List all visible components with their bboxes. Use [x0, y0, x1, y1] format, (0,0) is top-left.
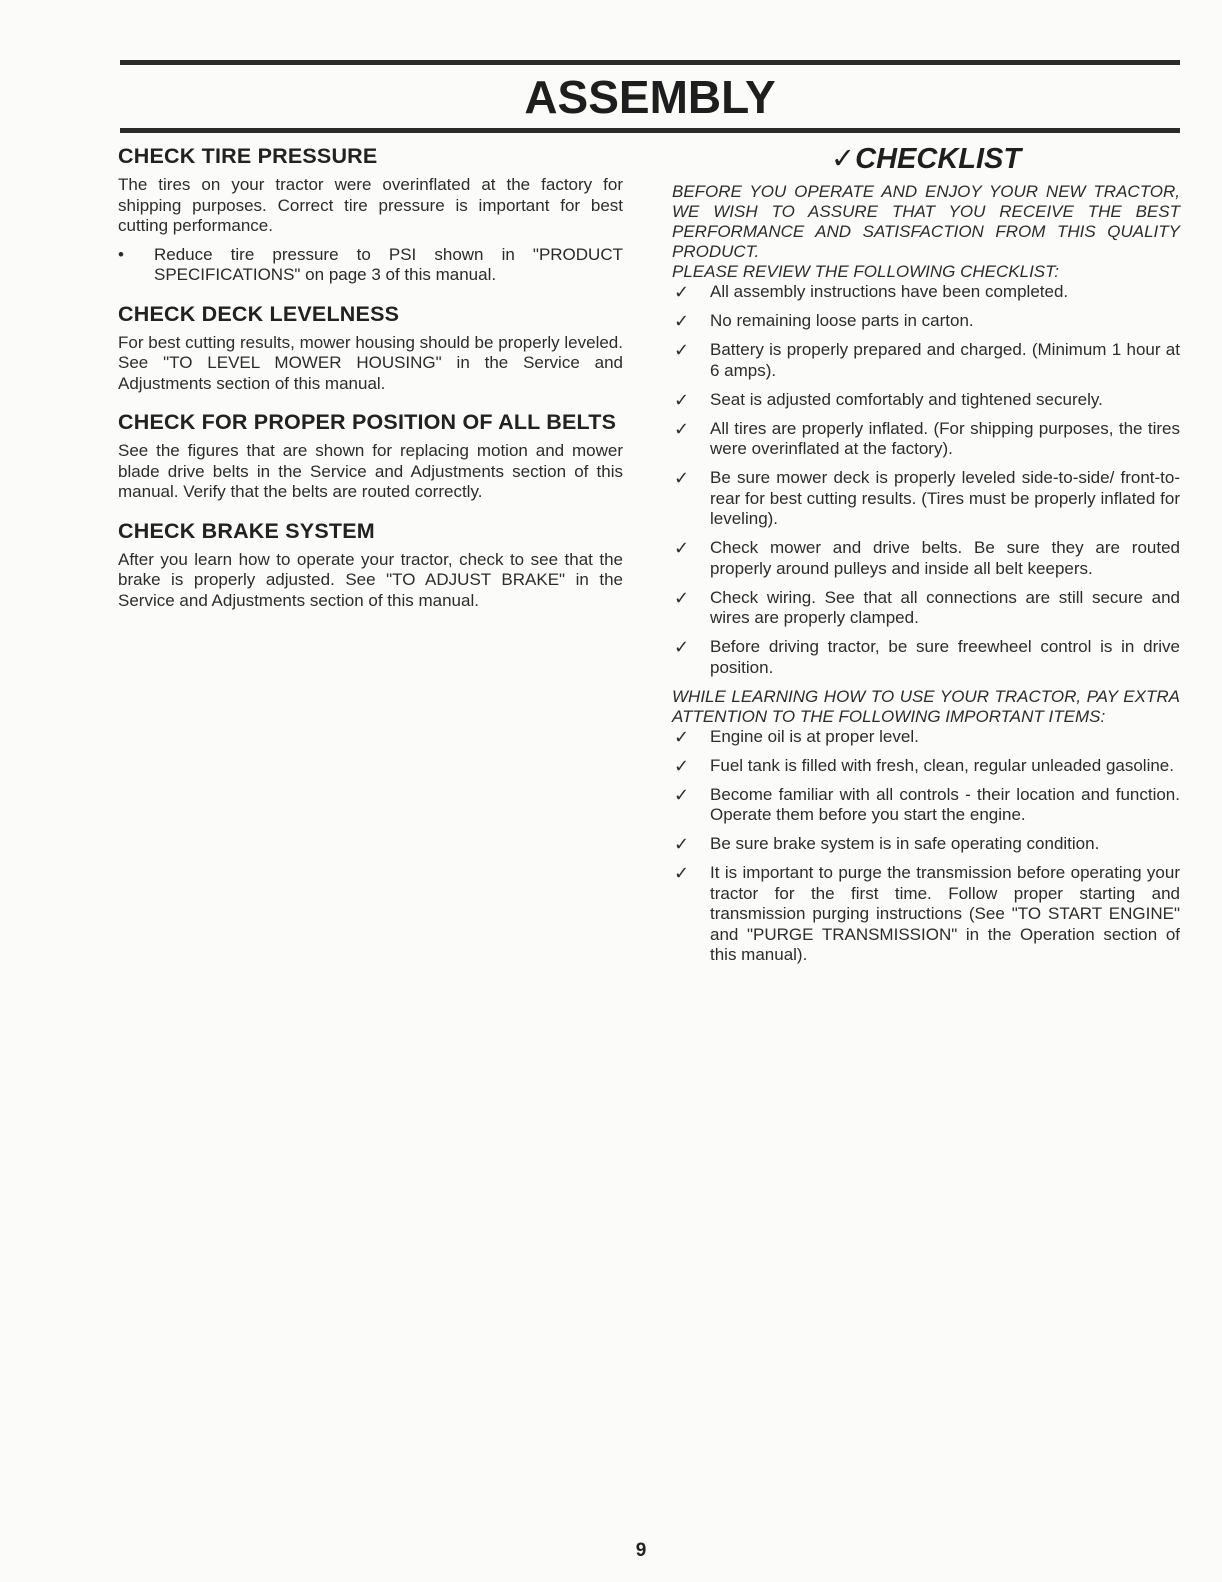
section-check-deck-levelness [118, 302, 623, 395]
bullet-text: Reduce tire pressure to PSI shown in "PRODUCT SPECIFICATIONS" on page 3 of this manual. [154, 244, 623, 284]
left-column [118, 144, 623, 627]
check-mark-icon: ✓ [674, 538, 690, 558]
important-items-list [672, 727, 1180, 966]
section-heading: CHECK BRAKE SYSTEM [118, 518, 375, 543]
checklist-intro: BEFORE YOU OPERATE AND ENJOY YOUR NEW TRACTOR, WE WISH TO ASSURE THAT YOU RECEIVE THE BEST PERFORMANCE AND SATISFACTION FROM THIS QUALITY PRODUCT. [672, 182, 1180, 261]
check-mark-icon: ✓ [674, 755, 690, 776]
checklist-item-text: Become familiar with all controls - their location and function. Operate them before you start the engine. [710, 784, 1180, 824]
title-bottom-rule [120, 128, 1180, 133]
section-body: After you learn how to operate your tractor, check to see that the brake is properly adjusted. See "TO ADJUST BRAKE" in the Service and Adjustments section of this manual. [118, 549, 623, 610]
checklist-item [672, 311, 1180, 332]
check-mark-icon: ✓ [674, 726, 690, 747]
checklist-title: ✓CHECKLIST [830, 143, 1022, 175]
checklist-item-text: Seat is adjusted comfortably and tightened securely. [710, 389, 1103, 409]
checklist-item [672, 756, 1180, 777]
checklist-item [672, 727, 1180, 748]
checklist-item [672, 588, 1180, 629]
checklist-item-text: All assembly instructions have been completed. [710, 282, 1069, 301]
check-mark-icon: ✓ [674, 311, 690, 331]
bullet-item [118, 245, 623, 286]
section-check-brake-system [118, 519, 623, 612]
section-body: See the figures that are shown for replacing motion and mower blade drive belts in the Service and Adjustments section of this manual. Verify that the belts are routed correctly. [118, 441, 623, 501]
top-rule [120, 60, 1180, 65]
section-body: The tires on your tractor were overinflated at the factory for shipping purposes. Correct tire pressure is important for best cutting performance. [118, 175, 623, 235]
checklist [672, 282, 1180, 678]
checklist-item [672, 637, 1180, 678]
checklist-item [672, 834, 1180, 855]
checklist-item [672, 282, 1180, 303]
checklist-item [672, 863, 1180, 966]
checklist-item [672, 340, 1180, 381]
check-mark-icon: ✓ [674, 637, 690, 657]
checklist-item [672, 419, 1180, 460]
checklist-item-text: It is important to purge the transmission before operating your tractor for the first time. Follow proper starting and transmission purging instructions (See "TO START ENGINE" and "PURGE TRANSMISSION" in the Operation section of this manual). [710, 863, 1180, 964]
section-check-belts [118, 410, 623, 503]
page-number: 9 [635, 1540, 647, 1561]
right-column [672, 142, 1180, 974]
checklist-item [672, 785, 1180, 826]
checklist-item-text: Engine oil is at proper level. [710, 726, 919, 746]
check-mark-icon: ✓ [674, 468, 690, 488]
check-mark-icon: ✓ [674, 834, 690, 854]
section-check-tire-pressure [118, 144, 623, 286]
check-mark-icon: ✓ [674, 863, 690, 883]
section-body: For best cutting results, mower housing should be properly leveled. See "TO LEVEL MOWER HOUSING" in the Service and Adjustments section of this manual. [118, 332, 623, 393]
checklist-item-text: Before driving tractor, be sure freewheel control is in drive position. [710, 637, 1180, 677]
section-heading: CHECK FOR PROPER POSITION OF ALL BELTS [118, 410, 617, 434]
while-learning-heading: WHILE LEARNING HOW TO USE YOUR TRACTOR, PAY EXTRA ATTENTION TO THE FOLLOWING IMPORTANT ITEMS: [672, 686, 1180, 726]
checklist-item-text: Be sure brake system is in safe operating condition. [710, 834, 1100, 853]
review-heading: PLEASE REVIEW THE FOLLOWING CHECKLIST: [672, 262, 1059, 281]
section-heading: CHECK TIRE PRESSURE [118, 144, 378, 168]
check-mark-icon: ✓ [674, 784, 690, 805]
check-mark-icon: ✓ [674, 340, 690, 360]
checklist-item [672, 538, 1180, 579]
checklist-item-text: Fuel tank is filled with fresh, clean, regular unleaded gasoline. [710, 755, 1174, 775]
bullet-dot-icon: • [118, 244, 124, 264]
checklist-item-text: All tires are properly inflated. (For shipping purposes, the tires were overinflated at the factory). [710, 418, 1180, 458]
checklist-item-text: Battery is properly prepared and charged. (Minimum 1 hour at 6 amps). [710, 340, 1180, 380]
checklist-item [672, 390, 1180, 411]
checklist-item-text: Be sure mower deck is properly leveled side-to-side/ front-to-rear for best cutting results. (Tires must be properly inflated for leveling). [710, 468, 1180, 528]
check-mark-icon: ✓ [674, 587, 690, 608]
page-title: ASSEMBLY [524, 71, 776, 123]
check-mark-icon: ✓ [674, 418, 690, 439]
check-mark-icon: ✓ [674, 389, 690, 410]
check-mark-icon: ✓ [674, 282, 690, 302]
checklist-item-text: No remaining loose parts in carton. [710, 311, 974, 330]
checklist-item-text: Check mower and drive belts. Be sure they are routed properly around pulleys and inside all belt keepers. [710, 538, 1180, 578]
section-heading: CHECK DECK LEVELNESS [118, 301, 400, 326]
checklist-item [672, 468, 1180, 530]
checklist-item-text: Check wiring. See that all connections are still secure and wires are properly clamped. [710, 587, 1180, 627]
